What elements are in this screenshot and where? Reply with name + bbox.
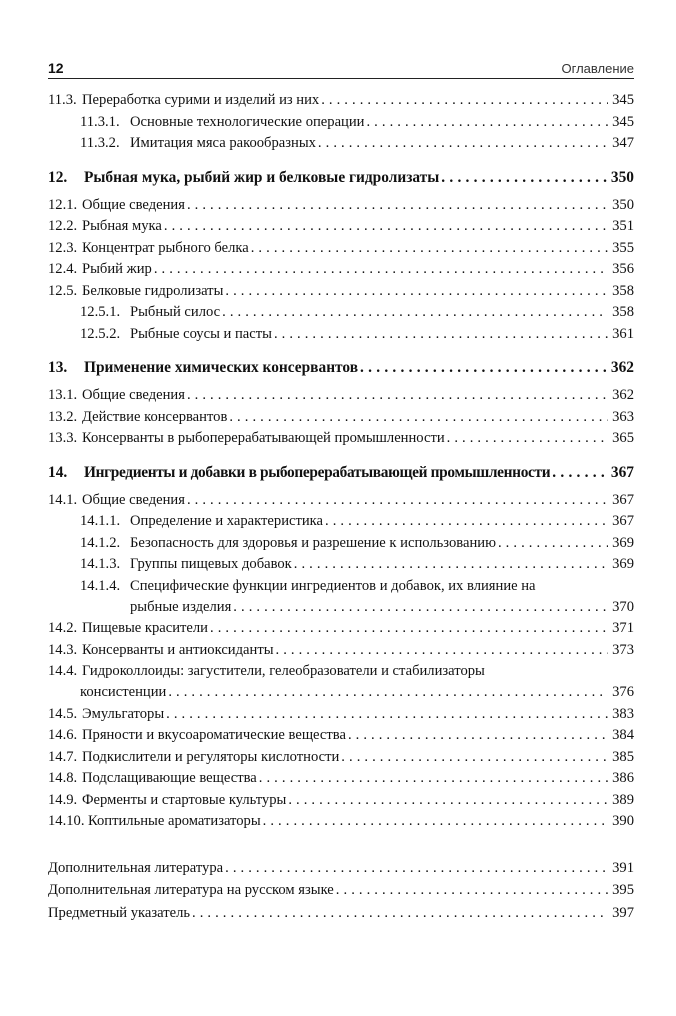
toc-entry-12-4[interactable] bbox=[48, 259, 634, 281]
toc-title: Белковые гидролизаты bbox=[82, 282, 224, 299]
toc-title-line1: Гидроколлоиды: загустители, гелеобразователи и стабилизаторы bbox=[82, 663, 485, 679]
toc-title: Общие сведения bbox=[82, 196, 185, 213]
toc-entry-12-1[interactable] bbox=[48, 195, 634, 217]
dot-leader bbox=[192, 902, 608, 925]
toc-page: 361 bbox=[612, 325, 634, 342]
toc-title: Основные технологические операции bbox=[130, 113, 365, 130]
toc-title: Подслащивающие вещества bbox=[82, 770, 257, 786]
toc-num: 14.1.3. bbox=[80, 556, 121, 572]
dot-leader bbox=[187, 195, 608, 217]
toc-num: 12. bbox=[48, 168, 68, 186]
dot-leader bbox=[366, 112, 608, 134]
dot-leader bbox=[441, 165, 608, 191]
toc-title: Рыбные соусы и пасты bbox=[130, 325, 272, 342]
toc-entry-14-1-3[interactable] bbox=[48, 554, 634, 576]
toc-entry-12-3[interactable] bbox=[48, 238, 634, 260]
toc-num: 12.5. bbox=[48, 282, 78, 299]
toc-title: Определение и характеристика bbox=[130, 513, 324, 529]
table-of-contents bbox=[48, 90, 634, 924]
toc-num: 13.1. bbox=[48, 387, 78, 403]
running-title: Оглавление bbox=[561, 61, 634, 76]
dot-leader bbox=[229, 407, 608, 429]
toc-page: 362 bbox=[612, 387, 634, 403]
toc-num: 13.3. bbox=[48, 430, 78, 446]
toc-entry-12-5[interactable] bbox=[48, 281, 634, 303]
toc-num: 14.7. bbox=[48, 748, 78, 765]
toc-title: Действие консервантов bbox=[82, 408, 228, 425]
toc-chapter-13[interactable] bbox=[48, 355, 634, 381]
toc-title: Консерванты и антиоксиданты bbox=[82, 641, 274, 658]
page-number: 12 bbox=[48, 60, 64, 76]
toc-entry-14-9[interactable] bbox=[48, 790, 634, 812]
toc-page: 386 bbox=[612, 770, 634, 786]
toc-entry-literature-ru[interactable] bbox=[48, 879, 634, 902]
toc-page: 345 bbox=[612, 92, 634, 108]
toc-entry-12-5-2[interactable] bbox=[48, 324, 634, 346]
toc-page: 373 bbox=[612, 641, 634, 658]
toc-page: 358 bbox=[612, 282, 634, 299]
toc-num: 14. bbox=[48, 463, 68, 481]
toc-page: 385 bbox=[612, 748, 634, 765]
dot-leader bbox=[154, 259, 608, 281]
toc-title: Пищевые красители bbox=[82, 620, 208, 636]
dot-leader bbox=[276, 640, 609, 662]
toc-num: 14.1.4. bbox=[80, 577, 121, 594]
toc-num: 13. bbox=[48, 359, 68, 376]
toc-title-line1: Специфические функции ингредиентов и добавок, их влияние на bbox=[130, 577, 536, 594]
dot-leader bbox=[348, 725, 608, 747]
toc-entry-14-1[interactable] bbox=[48, 490, 634, 512]
toc-entry-subject-index[interactable] bbox=[48, 902, 634, 925]
toc-title: Предметный указатель bbox=[48, 904, 191, 921]
toc-page: 367 bbox=[610, 463, 634, 481]
toc-entry-13-2[interactable] bbox=[48, 407, 634, 429]
toc-title: Ингредиенты и добавки в рыбоперерабатывающей промышленности bbox=[84, 463, 551, 481]
page-header bbox=[48, 60, 634, 79]
toc-num: 12.5.2. bbox=[80, 325, 121, 342]
toc-chapter-14[interactable] bbox=[48, 460, 634, 486]
toc-page: 356 bbox=[612, 261, 634, 277]
toc-title: Дополнительная литература на русском языке bbox=[48, 882, 334, 898]
dot-leader bbox=[498, 533, 608, 555]
toc-num: 14.1. bbox=[48, 491, 78, 508]
toc-page: 371 bbox=[612, 620, 634, 636]
dot-leader bbox=[552, 460, 608, 486]
toc-entry-14-5[interactable] bbox=[48, 704, 634, 726]
toc-title: Пряности и вкусоароматические вещества bbox=[82, 727, 346, 743]
toc-page: 358 bbox=[612, 304, 634, 320]
toc-page: 397 bbox=[612, 904, 634, 921]
toc-entry-12-5-1[interactable] bbox=[48, 302, 634, 324]
toc-title: Коптильные ароматизаторы bbox=[88, 813, 261, 829]
toc-entry-11-3-1[interactable] bbox=[48, 112, 634, 134]
toc-page: 383 bbox=[612, 705, 634, 722]
toc-title: Применение химических консервантов bbox=[84, 359, 359, 376]
dot-leader bbox=[222, 302, 608, 324]
toc-page: 369 bbox=[612, 534, 634, 551]
toc-title: Рыбная мука bbox=[82, 218, 162, 234]
toc-title-line2: консистенции bbox=[80, 684, 167, 700]
toc-entry-14-7[interactable] bbox=[48, 747, 634, 769]
toc-entry-14-8[interactable] bbox=[48, 768, 634, 790]
toc-entry-14-3[interactable] bbox=[48, 640, 634, 662]
toc-title: Группы пищевых добавок bbox=[130, 556, 292, 572]
dot-leader bbox=[294, 554, 608, 576]
toc-entry-14-4-cont[interactable] bbox=[48, 682, 634, 704]
toc-entry-literature[interactable] bbox=[48, 857, 634, 880]
dot-leader bbox=[233, 597, 608, 619]
toc-num: 14.9. bbox=[48, 791, 78, 808]
toc-page: 362 bbox=[610, 359, 634, 376]
toc-num: 14.2. bbox=[48, 620, 78, 636]
toc-page: 376 bbox=[612, 684, 634, 700]
toc-entry-14-4[interactable] bbox=[48, 661, 634, 682]
toc-title: Подкислители и регуляторы кислотности bbox=[82, 748, 340, 765]
toc-num: 12.5.1. bbox=[80, 304, 121, 320]
toc-num: 14.1.1. bbox=[80, 513, 121, 529]
toc-page: 390 bbox=[612, 813, 634, 829]
toc-page: 350 bbox=[612, 196, 634, 213]
toc-page: 365 bbox=[612, 430, 634, 446]
toc-title: Переработка сурими и изделий из них bbox=[82, 92, 320, 108]
dot-leader bbox=[168, 682, 608, 704]
toc-page: 351 bbox=[612, 218, 634, 234]
toc-page: 384 bbox=[612, 727, 634, 743]
toc-page: 350 bbox=[610, 168, 634, 186]
toc-num: 12.4. bbox=[48, 261, 78, 277]
toc-entry-14-10[interactable] bbox=[48, 811, 634, 833]
toc-title: Безопасность для здоровья и разрешение к использованию bbox=[130, 534, 496, 551]
toc-num: 14.1.2. bbox=[80, 534, 121, 551]
dot-leader bbox=[225, 281, 608, 303]
toc-page: 391 bbox=[612, 859, 634, 876]
toc-page: 367 bbox=[612, 513, 634, 529]
toc-title: Эмульгаторы bbox=[82, 705, 165, 722]
toc-num: 14.4. bbox=[48, 663, 78, 679]
toc-num: 14.3. bbox=[48, 641, 78, 658]
dot-leader bbox=[447, 428, 608, 450]
toc-entry-12-2[interactable] bbox=[48, 216, 634, 238]
toc-num: 14.8. bbox=[48, 770, 78, 786]
toc-title: Ферменты и стартовые культуры bbox=[82, 791, 287, 808]
toc-num: 12.3. bbox=[48, 239, 78, 256]
toc-entry-14-6[interactable] bbox=[48, 725, 634, 747]
toc-num: 12.2. bbox=[48, 218, 78, 234]
toc-page: 389 bbox=[612, 791, 634, 808]
dot-leader bbox=[325, 511, 608, 533]
dot-leader bbox=[274, 324, 608, 346]
dot-leader bbox=[318, 133, 608, 155]
toc-page: 363 bbox=[612, 408, 634, 425]
toc-entry-14-2[interactable] bbox=[48, 618, 634, 640]
dot-leader bbox=[187, 490, 608, 512]
back-matter bbox=[48, 857, 634, 925]
toc-entry-14-1-4-cont[interactable] bbox=[48, 597, 634, 619]
toc-entry-14-1-2[interactable] bbox=[48, 533, 634, 555]
dot-leader bbox=[210, 618, 608, 640]
toc-page: 369 bbox=[612, 556, 634, 572]
dot-leader bbox=[360, 355, 608, 381]
dot-leader bbox=[336, 879, 608, 902]
toc-title: Рыбий жир bbox=[82, 261, 152, 277]
toc-title: Концентрат рыбного белка bbox=[82, 239, 249, 256]
toc-entry-14-1-1[interactable] bbox=[48, 511, 634, 533]
toc-title: Дополнительная литература bbox=[48, 859, 224, 876]
dot-leader bbox=[164, 216, 608, 238]
toc-entry-13-1[interactable] bbox=[48, 385, 634, 407]
toc-chapter-12[interactable] bbox=[48, 165, 634, 191]
toc-num: 11.3. bbox=[48, 92, 77, 108]
toc-title-line2: рыбные изделия bbox=[130, 598, 232, 615]
dot-leader bbox=[288, 790, 608, 812]
dot-leader bbox=[166, 704, 608, 726]
toc-entry-14-1-4[interactable] bbox=[48, 576, 634, 597]
toc-num: 14.10. bbox=[48, 813, 85, 829]
toc-num: 14.6. bbox=[48, 727, 78, 743]
toc-title: Общие сведения bbox=[82, 491, 185, 508]
toc-page: 347 bbox=[612, 135, 634, 151]
toc-num: 11.3.1. bbox=[80, 113, 120, 130]
toc-page: 355 bbox=[612, 239, 634, 256]
toc-num: 12.1. bbox=[48, 196, 78, 213]
dot-leader bbox=[187, 385, 608, 407]
dot-leader bbox=[263, 811, 608, 833]
toc-title: Рыбный силос bbox=[130, 304, 221, 320]
toc-entry-11-3[interactable] bbox=[48, 90, 634, 112]
toc-num: 11.3.2. bbox=[80, 135, 120, 151]
toc-title: Рыбная мука, рыбий жир и белковые гидролизаты bbox=[84, 168, 440, 186]
toc-title: Консерванты в рыбоперерабатывающей промышленности bbox=[82, 430, 445, 446]
dot-leader bbox=[251, 238, 608, 260]
toc-num: 14.5. bbox=[48, 705, 78, 722]
toc-page: 367 bbox=[612, 491, 634, 508]
dot-leader bbox=[321, 90, 608, 112]
dot-leader bbox=[341, 747, 608, 769]
dot-leader bbox=[259, 768, 608, 790]
toc-page: 345 bbox=[612, 113, 634, 130]
toc-title: Общие сведения bbox=[82, 387, 185, 403]
toc-num: 13.2. bbox=[48, 408, 78, 425]
toc-entry-11-3-2[interactable] bbox=[48, 133, 634, 155]
toc-page: 370 bbox=[612, 598, 634, 615]
dot-leader bbox=[225, 857, 608, 880]
toc-entry-13-3[interactable] bbox=[48, 428, 634, 450]
toc-page: 395 bbox=[612, 882, 634, 898]
toc-title: Имитация мяса ракообразных bbox=[130, 135, 316, 151]
